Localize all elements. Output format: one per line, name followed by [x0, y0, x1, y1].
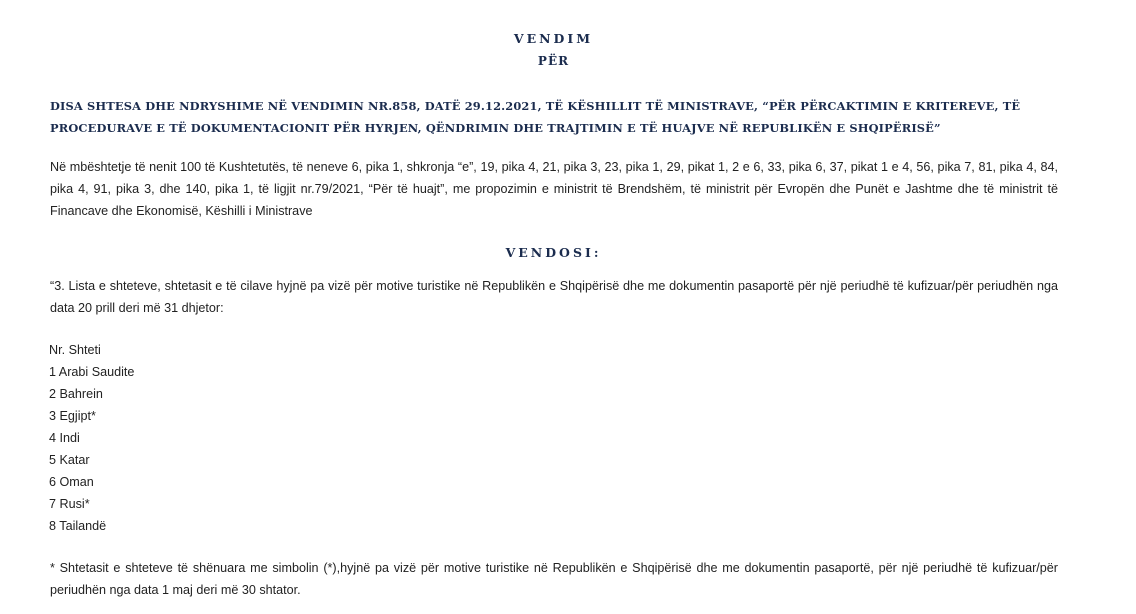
preamble-paragraph: Në mbështetje të nenit 100 të Kushtetutës, të neneve 6, pika 1, shkronja “e”, 19, pika 4, 21, pika 3, 23, pika 1, 29, pikat 1, 2 e 6, 33, pika 6, 37, pikat 1 e 4, 56, pika 7, 81, pika 4, 84, pika 4, 91, pika 3, dhe 140, pika 1, të ligjit nr.79/2021, “Për të huajt”, me propozimin e ministrit të Brendshëm, të ministrit për Evropën dhe Punët e Jashtme dhe të ministrit të Financave dhe Ekonomisë, Këshilli i Ministrave	[50, 160, 1058, 218]
decides-heading: VENDOSI:	[505, 245, 602, 260]
list-item: 1 Arabi Saudite	[49, 365, 135, 379]
country-list-header: Nr. Shteti	[49, 343, 101, 357]
document-subtitle: PËR	[537, 54, 570, 68]
list-item: 2 Bahrein	[49, 387, 103, 401]
document-title: VENDIM	[513, 31, 594, 46]
list-item: 4 Indi	[49, 431, 80, 445]
list-item: 8 Tailandë	[49, 519, 107, 533]
list-item: 7 Rusi*	[49, 497, 90, 511]
list-item: 6 Oman	[49, 475, 94, 489]
list-item: 3 Egjipt*	[49, 409, 96, 423]
clause-paragraph: “3. Lista e shteteve, shtetasit e të cilave hyjnë pa vizë për motive turistike në Republikën e Shqipërisë dhe me dokumentin pasaportë për një periudhë të kufizuar/për periudhën nga data 20 prill deri më 31 dhjetor:	[50, 279, 1058, 315]
decision-heading: DISA SHTESA DHE NDRYSHIME NË VENDIMIN NR.858, DATË 29.12.2021, TË KËSHILLIT TË MINISTRAVE, “PËR PËRCAKTIMIN E KRITEREVE, TË PROCEDURAVE E TË DOKUMENTACIONIT PËR HYRJEN, QËNDRIMIN DHE TRAJTIMIN E TË HUAJVE NË REPUBLIKËN E SHQIPËRISË”	[50, 99, 1021, 135]
country-list	[49, 339, 134, 537]
footnote-paragraph: * Shtetasit e shteteve të shënuara me simbolin (*),hyjnë pa vizë për motive turistike në Republikën e Shqipërisë dhe me dokumentin pasaportë, për një periudhë të kufizuar/për periudhën nga data 1 maj deri më 30 shtator.	[50, 561, 1058, 597]
list-item: 5 Katar	[49, 453, 90, 467]
